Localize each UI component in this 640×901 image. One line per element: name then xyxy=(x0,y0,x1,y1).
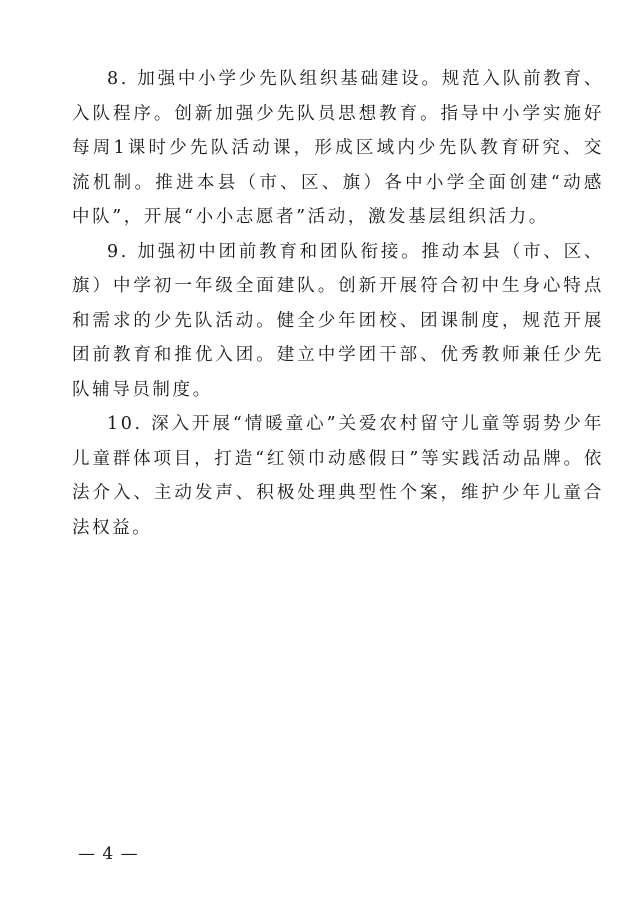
document-body xyxy=(72,62,604,545)
paragraph-item-9: 9. 加强初中团前教育和团队衔接。推动本县（市、区、旗）中学初一年级全面建队。创新开展符合初中生身心特点和需求的少先队活动。健全少年团校、团课制度，规范开展团前教育和推优入团。建立中学团干部、优秀教师兼任少先队辅导员制度。 xyxy=(72,241,604,400)
paragraph-item-10: 10. 深入开展“情暖童心”关爱农村留守儿童等弱势少年儿童群体项目，打造“红领巾动感假日”等实践活动品牌。依法介入、主动发声、积极处理典型性个案，维护少年儿童合法权益。 xyxy=(72,414,604,538)
paragraph-item-8: 8. 加强中小学少先队组织基础建设。规范入队前教育、入队程序。创新加强少先队员思想教育。指导中小学实施好每周1课时少先队活动课，形成区域内少先队教育研究、交流机制。推进本县（市、区、旗）各中小学全面创建“动感中队”，开展“小小志愿者”活动，激发基层组织活力。 xyxy=(72,69,604,227)
page-number: — 4 — xyxy=(78,844,139,864)
